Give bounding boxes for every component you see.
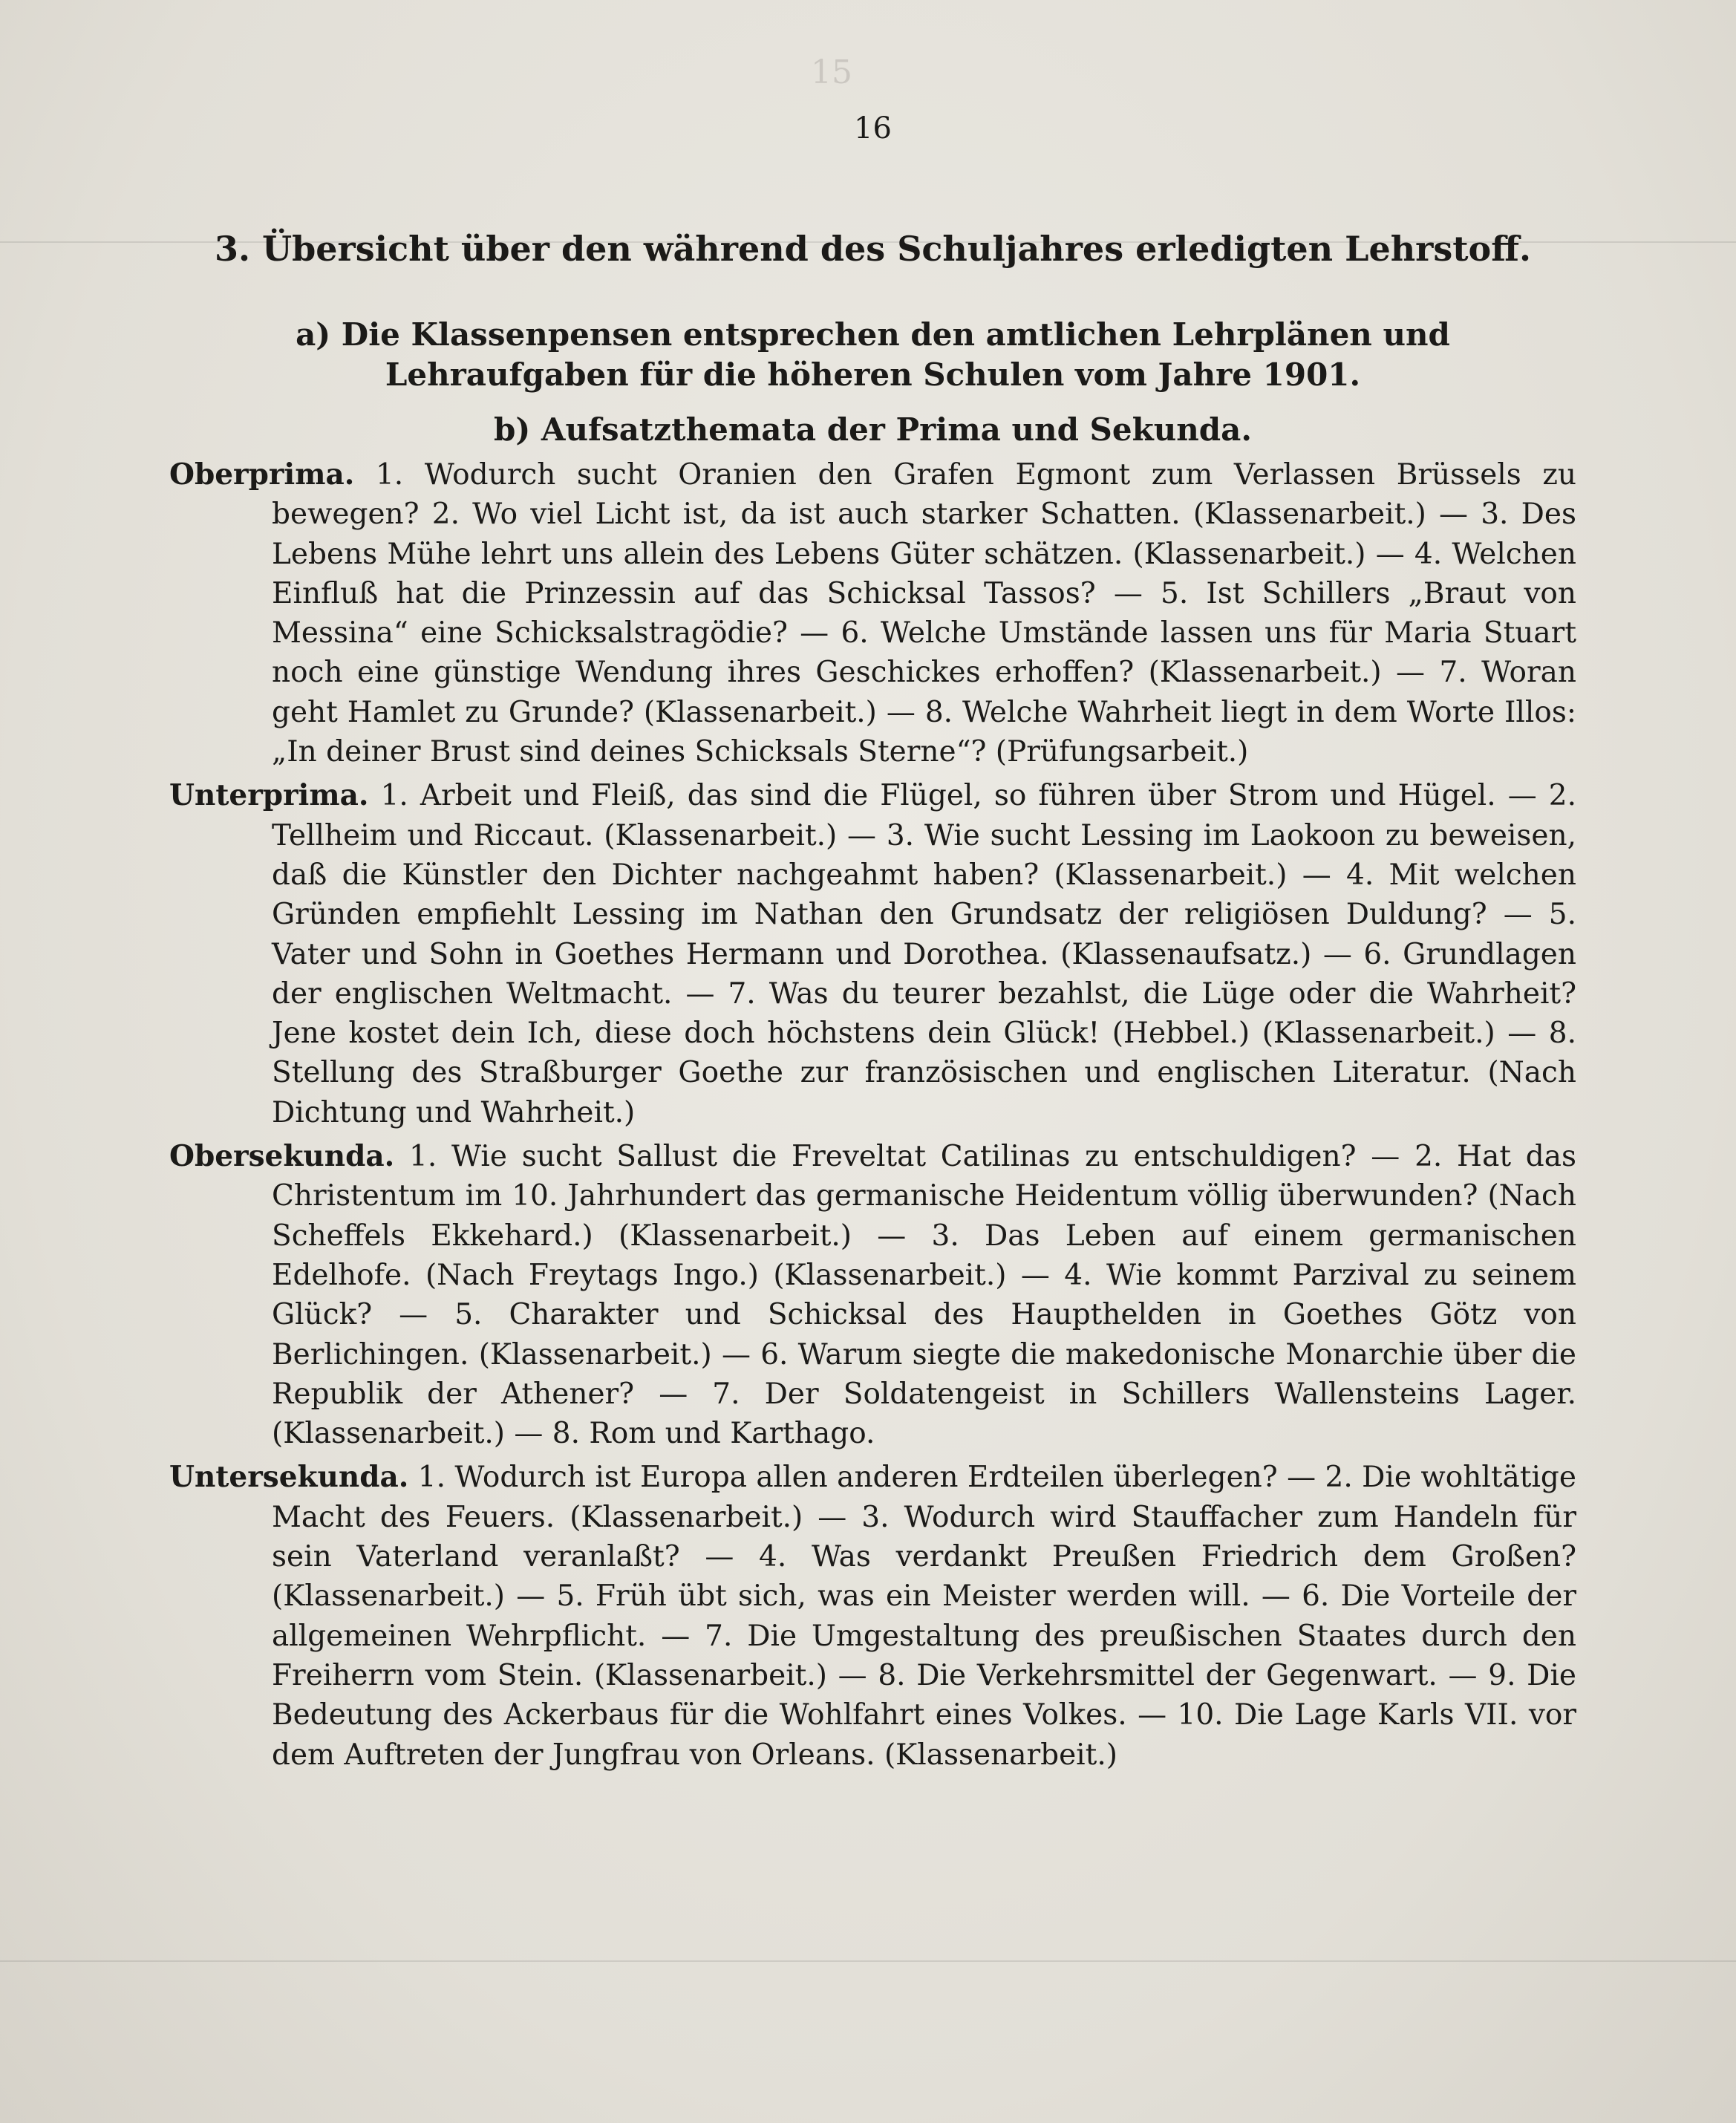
class-name: Untersekunda. xyxy=(169,1460,409,1495)
entry-unterprima xyxy=(169,776,1576,1132)
section-title: 3. Übersicht über den während des Schuljahres erledigten Lehrstoff. xyxy=(214,229,1532,269)
part-a-heading: a) Die Klassenpensen entsprechen den amtlichen Lehrplänen und Lehraufgaben für die höheren Schulen vom Jahre 1901. xyxy=(296,316,1450,393)
class-name: Oberprima. xyxy=(169,457,355,492)
page-number: 16 xyxy=(854,111,892,146)
part-b-heading: b) Aufsatzthemata der Prima und Sekunda. xyxy=(494,411,1252,448)
essay-topics: 1. Wie sucht Sallust die Freveltat Catilinas zu entschuldigen? — 2. Hat das Christentum im 10. Jahrhundert das germanische Heidentum völlig überwunden? (Nach Scheffels Ekkehard.) (Klassenarbeit.) — 3. Das Leben auf einem germanischen Edelhofe. (Nach Freytags Ingo.) (Klassenarbeit.) — 4. Wie kommt Parzival zu seinem Glück? — 5. Charakter und Schicksal des Haupthelden in Goethes Götz von Berlichingen. (Klassenarbeit.) — 6. Warum siegte die makedonische Monarchie über die Republik der Athener? — 7. Der Soldatengeist in Schillers Wallensteins Lager. (Klassenarbeit.) — 8. Rom und Karthago. xyxy=(272,1140,1576,1451)
bleed-through-page-number: 15 xyxy=(811,53,852,91)
bleed-through-rule xyxy=(0,1960,1736,1962)
essay-topics: 1. Arbeit und Fleiß, das sind die Flügel, so führen über Strom und Hügel. — 2. Tellheim und Riccaut. (Klassenarbeit.) — 3. Wie sucht Lessing im Laokoon zu beweisen, daß die Künstler den Dichter nachgeahmt haben? (Klassenarbeit.) — 4. Mit welchen Gründen empfiehlt Lessing im Nathan den Grundsatz der religiösen Duldung? — 5. Vater und Sohn in Goethes Hermann und Dorothea. (Klassenaufsatz.) — 6. Grundlagen der englischen Weltmacht. — 7. Was du teurer bezahlst, die Lüge oder die Wahrheit? Jene kostet dein Ich, diese doch höchstens dein Glück! (Hebbel.) (Klassenarbeit.) — 8. Stellung des Straßburger Goethe zur französischen und englischen Literatur. (Nach Dichtung und Wahrheit.) xyxy=(272,779,1576,1129)
entry-oberprima xyxy=(169,455,1576,772)
entry-obersekunda xyxy=(169,1137,1576,1453)
essay-topics: 1. Wodurch ist Europa allen anderen Erdteilen überlegen? — 2. Die wohltätige Macht des Feuers. (Klassenarbeit.) — 3. Wodurch wird Stauffacher zum Handeln für sein Vaterland veranlaßt? — 4. Was verdankt Preußen Friedrich dem Großen? (Klassenarbeit.) — 5. Früh übt sich, was ein Meister werden will. — 6. Die Vorteile der allgemeinen Wehrpflicht. — 7. Die Umgestaltung des preußischen Staates durch den Freiherrn vom Stein. (Klassenarbeit.) — 8. Die Verkehrsmittel der Gegenwart. — 9. Die Bedeutung des Ackerbaus für die Wohlfahrt eines Volkes. — 10. Die Lage Karls VII. vor dem Auftreten der Jungfrau von Orleans. (Klassenarbeit.) xyxy=(272,1461,1576,1772)
entry-untersekunda xyxy=(169,1458,1576,1774)
class-name: Unterprima. xyxy=(169,778,369,813)
class-name: Obersekunda. xyxy=(169,1139,395,1174)
document-body xyxy=(169,111,1576,1779)
essay-topics: 1. Wodurch sucht Oranien den Grafen Egmont zum Verlassen Brüssels zu bewegen? 2. Wo viel Licht ist, da ist auch starker Schatten. (Klassenarbeit.) — 3. Des Lebens Mühe lehrt uns allein des Lebens Güter schätzen. (Klassenarbeit.) — 4. Welchen Einfluß hat die Prinzessin auf das Schicksal Tassos? — 5. Ist Schillers „Braut von Messina“ eine Schicksalstragödie? — 6. Welche Umstände lassen uns für Maria Stuart noch eine günstige Wendung ihres Geschickes erhoffen? (Klassenarbeit.) — 7. Woran geht Hamlet zu Grunde? (Klassenarbeit.) — 8. Welche Wahrheit liegt in dem Worte Illos: „In deiner Brust sind deines Schicksals Sterne“? (Prüfungsarbeit.) xyxy=(272,458,1576,769)
